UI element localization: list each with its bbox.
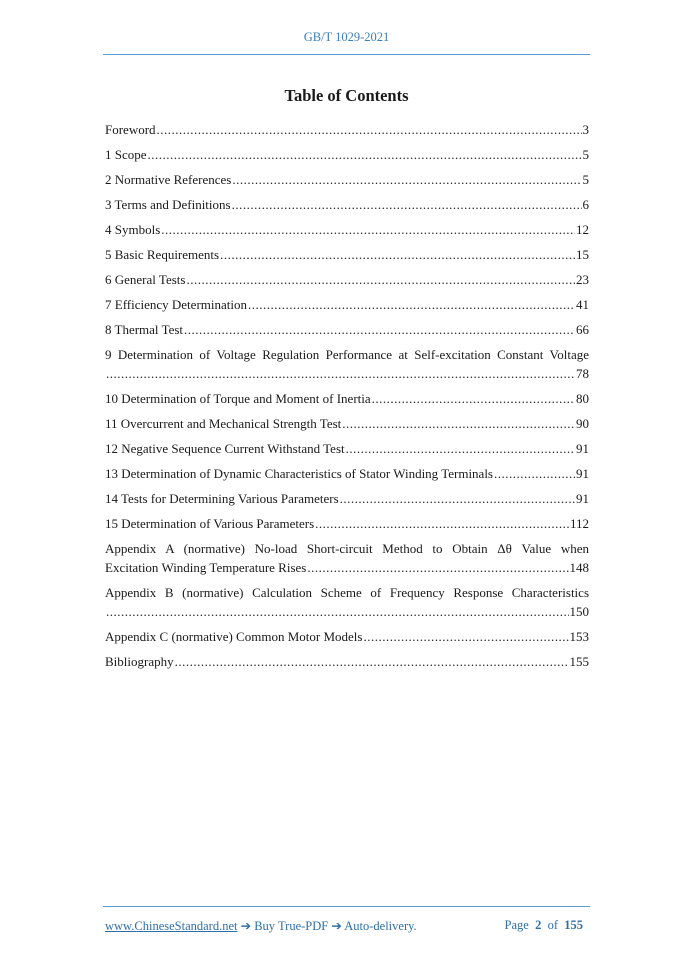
toc-entry-basic-requirements[interactable]: [105, 245, 589, 264]
toc-page: 155: [569, 654, 589, 669]
toc-leader: [346, 439, 575, 458]
toc-page: 6: [582, 197, 589, 212]
toc-entry-appendix-b[interactable]: [105, 583, 589, 621]
toc-leader: [342, 414, 575, 433]
toc-title: Foreword: [105, 122, 156, 137]
toc-entry-parameter-determination[interactable]: [105, 514, 589, 533]
toc-title: 4 Symbols: [105, 222, 161, 237]
toc-title-continued: Excitation Winding Temperature Rises: [105, 560, 307, 575]
toc-page: 78: [576, 366, 589, 381]
toc-page: 112: [569, 516, 589, 531]
toc-title: 2 Normative References: [105, 172, 232, 187]
toc-title: 14 Tests for Determining Various Parameters: [105, 491, 339, 506]
toc-page: 91: [576, 491, 589, 506]
toc-entry-appendix-a[interactable]: [105, 539, 589, 577]
toc-page: 41: [576, 297, 589, 312]
page-current: 2: [535, 918, 542, 932]
toc-page: 80: [576, 391, 589, 406]
toc-leader: [186, 270, 575, 289]
toc-leader: [494, 464, 575, 483]
toc-title: 13 Determination of Dynamic Characteristics of Stator Winding Terminals: [105, 466, 493, 481]
toc-entry-appendix-c[interactable]: [105, 627, 589, 646]
toc-page: 153: [569, 629, 589, 644]
toc-title: 5 Basic Requirements: [105, 247, 220, 262]
toc-leader: [248, 295, 575, 314]
toc-entry-stator-winding[interactable]: [105, 464, 589, 483]
toc-title: Appendix B (normative) Calculation Scheme of Frequency Response Characteristics: [105, 585, 589, 600]
running-header: GB/T 1029-2021: [303, 30, 390, 44]
toc-entry-parameter-tests[interactable]: [105, 489, 589, 508]
toc-entry-voltage-regulation[interactable]: [105, 345, 589, 383]
footer-promo: [105, 918, 417, 934]
page-word: Page: [504, 918, 529, 932]
toc-title: 10 Determination of Torque and Moment of Inertia: [105, 391, 371, 406]
toc-title: Appendix C (normative) Common Motor Models: [105, 629, 363, 644]
toc-leader: [372, 389, 575, 408]
toc-page: 66: [576, 322, 589, 337]
toc-entry-torque-inertia[interactable]: [105, 389, 589, 408]
toc-leader: [157, 120, 582, 139]
toc-title: 12 Negative Sequence Current Withstand Test: [105, 441, 345, 456]
toc-page: 23: [576, 272, 589, 287]
toc-entry-bibliography[interactable]: [105, 652, 589, 671]
toc-leader: [307, 558, 568, 577]
toc-leader: [232, 195, 582, 214]
toc-title: 15 Determination of Various Parameters: [105, 516, 315, 531]
site-link[interactable]: www.ChineseStandard.net: [105, 919, 238, 933]
toc-entry-normative-references[interactable]: [105, 170, 589, 189]
toc-page: 90: [576, 416, 589, 431]
toc-entry-symbols[interactable]: [105, 220, 589, 239]
toc-title: 8 Thermal Test: [105, 322, 184, 337]
toc-page: 12: [576, 222, 589, 237]
toc-page: 3: [582, 122, 589, 137]
toc-page: 148: [569, 560, 589, 575]
toc-title: 7 Efficiency Determination: [105, 297, 247, 312]
toc-title: 11 Overcurrent and Mechanical Strength Test: [105, 416, 342, 431]
toc-entry-thermal-test[interactable]: [105, 320, 589, 339]
toc-leader: [363, 627, 568, 646]
toc-page: 91: [576, 466, 589, 481]
toc-title: Bibliography: [105, 654, 174, 669]
toc-leader: [161, 220, 575, 239]
toc-page: 15: [576, 247, 589, 262]
toc-title: Appendix A (normative) No-load Short-circuit Method to Obtain Δθ Value when: [105, 541, 589, 556]
toc-leader: [184, 320, 575, 339]
toc-title: 3 Terms and Definitions: [105, 197, 231, 212]
footer-divider: [103, 906, 590, 907]
toc-entry-overcurrent[interactable]: [105, 414, 589, 433]
toc-page: 150: [569, 604, 589, 619]
toc-entry-general-tests[interactable]: [105, 270, 589, 289]
toc-entry-efficiency-determination[interactable]: [105, 295, 589, 314]
toc-entry-scope[interactable]: [105, 145, 589, 164]
toc-leader: [148, 145, 582, 164]
toc-leader: [220, 245, 575, 264]
toc-page: 5: [582, 147, 589, 162]
toc-leader: [106, 364, 575, 383]
table-of-contents: [105, 120, 589, 677]
footer-tagline: ➔ Buy True-PDF ➔ Auto-delivery.: [237, 919, 417, 933]
toc-leader: [232, 170, 581, 189]
toc-entry-terms-definitions[interactable]: [105, 195, 589, 214]
toc-leader: [106, 602, 569, 621]
header-divider: [103, 54, 590, 55]
toc-leader: [315, 514, 569, 533]
toc-leader: [175, 652, 569, 671]
toc-page: 5: [582, 172, 589, 187]
toc-entry-foreword[interactable]: [105, 120, 589, 139]
toc-title: 9 Determination of Voltage Regulation Performance at Self-excitation Constant Voltage: [105, 347, 589, 362]
toc-leader: [340, 489, 575, 508]
page-total: 155: [564, 918, 583, 932]
toc-page: 91: [576, 441, 589, 456]
toc-entry-negative-sequence[interactable]: [105, 439, 589, 458]
toc-title: 6 General Tests: [105, 272, 186, 287]
page-counter: [505, 918, 583, 933]
toc-title: 1 Scope: [105, 147, 147, 162]
page-of: of: [547, 918, 558, 932]
page-title: Table of Contents: [284, 86, 409, 105]
